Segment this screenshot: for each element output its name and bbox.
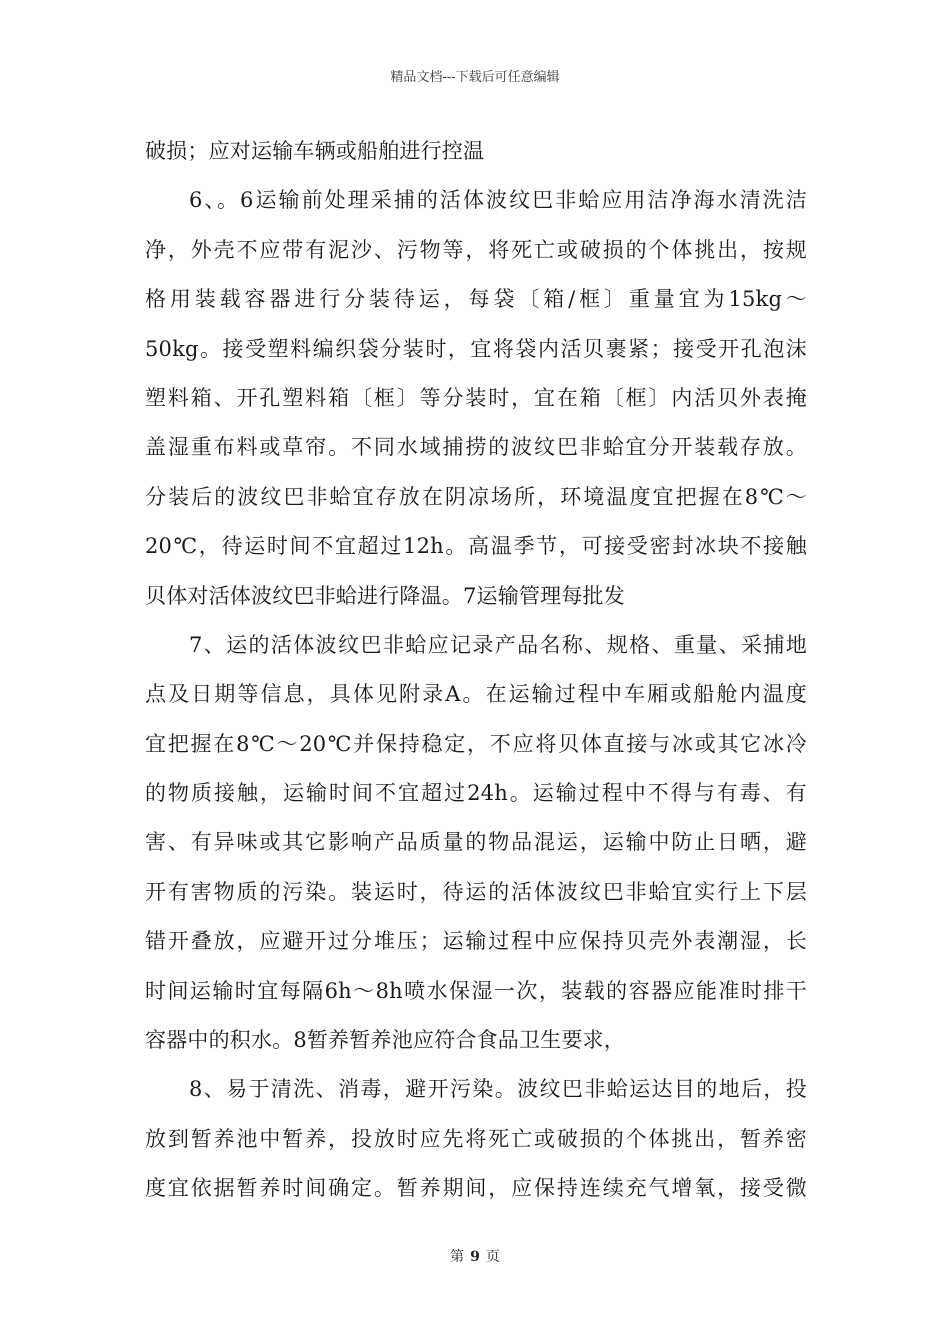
text-line: 度宜依据暂养时间确定。暂养期间，应保持连续充气增氧，接受微	[145, 1176, 807, 1201]
text-line: 害、有异味或其它影响产品质量的物品混运，运输中防止日晒，避	[145, 830, 807, 855]
text-line: 点及日期等信息，具体见附录A。在运输过程中车厢或船舱内温度	[145, 682, 807, 707]
text-line: 宜把握在8℃～20℃并保持稳定，不应将贝体直接与冰或其它冰冷	[145, 731, 807, 756]
text-line: 格用装载容器进行分装待运，每袋〔箱/框〕重量宜为15kg～	[145, 287, 807, 312]
text-line: 20℃，待运时间不宜超过12h。高温季节，可接受密封冰块不接触	[145, 534, 807, 559]
page-header: 精品文档---下载后可任意编辑	[390, 70, 560, 85]
text-line: 开有害物质的污染。装运时，待运的活体波纹巴非蛤宜实行上下层	[145, 879, 807, 904]
text-line: 时间运输时宜每隔6h～8h喷水保湿一次，装载的容器应能准时排干	[145, 978, 807, 1003]
text-line: 塑料箱、开孔塑料箱〔框〕等分装时，宜在箱〔框〕内活贝外表掩	[145, 385, 807, 410]
text-line: 50kg。接受塑料编织袋分装时，宜将袋内活贝裹紧；接受开孔泡沫	[145, 336, 807, 361]
text-line: 错开叠放，应避开过分堆压；运输过程中应保持贝壳外表潮湿，长	[145, 929, 807, 954]
text-line: 8、易于清洗、消毒，避开污染。波纹巴非蛤运达目的地后，投	[189, 1077, 807, 1102]
text-line: 容器中的积水。8暂养暂养池应符合食品卫生要求，	[145, 1028, 625, 1053]
page-label-suffix: 页	[485, 1249, 500, 1265]
text-line: 贝体对活体波纹巴非蛤进行降温。7运输管理每批发	[145, 583, 625, 608]
page-footer	[0, 1246, 950, 1266]
text-line: 放到暂养池中暂养，投放时应先将死亡或破损的个体挑出，暂养密	[145, 1126, 807, 1151]
page-number: 9	[470, 1249, 480, 1265]
text-line: 破损；应对运输车辆或船舶进行控温	[145, 139, 485, 163]
page-label-prefix: 第	[450, 1249, 465, 1265]
text-line: 的物质接触，运输时间不宜超过24h。运输过程中不得与有毒、有	[145, 781, 807, 806]
text-line: 盖湿重布料或草帘。不同水域捕捞的波纹巴非蛤宜分开装载存放。	[145, 435, 807, 460]
text-line: 6、。6运输前处理采捕的活体波纹巴非蛤应用洁净海水清洗洁	[189, 188, 807, 213]
text-line: 净，外壳不应带有泥沙、污物等，将死亡或破损的个体挑出，按规	[145, 237, 807, 262]
text-line: 分装后的波纹巴非蛤宜存放在阴凉场所，环境温度宜把握在8℃～	[145, 484, 807, 509]
document-body	[145, 127, 807, 1214]
text-line: 7、运的活体波纹巴非蛤应记录产品名称、规格、重量、采捕地	[189, 632, 807, 657]
